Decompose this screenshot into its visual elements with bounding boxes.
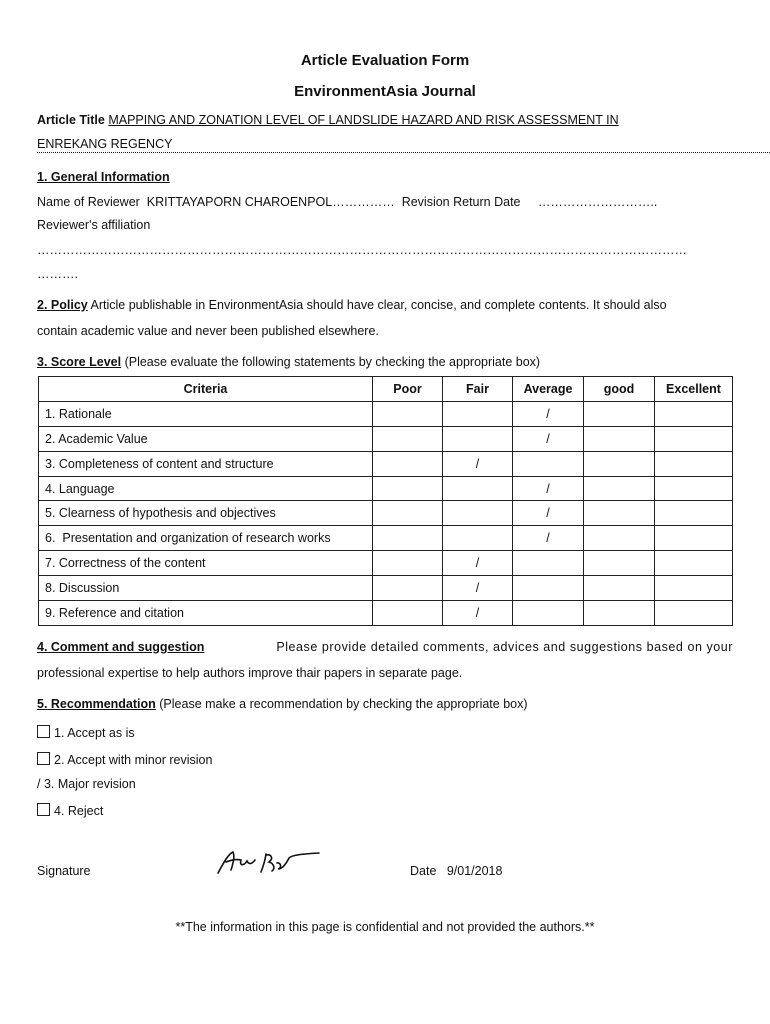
article-title-line2: ENREKANG REGENCY xyxy=(37,137,173,151)
table-row xyxy=(39,451,733,476)
table-row xyxy=(39,551,733,576)
score-cell-good[interactable] xyxy=(584,576,655,601)
score-cell-average[interactable]: / xyxy=(513,401,584,426)
policy-line2: contain academic value and never been published elsewhere. xyxy=(37,324,379,338)
score-cell-excellent[interactable] xyxy=(655,426,733,451)
journal-name: EnvironmentAsia Journal xyxy=(294,83,476,100)
checkbox-icon[interactable] xyxy=(37,752,50,765)
reviewer-name: KRITTAYAPORN CHAROENPOL…………… xyxy=(146,195,395,209)
score-cell-good[interactable] xyxy=(584,476,655,501)
score-cell-fair[interactable] xyxy=(443,426,513,451)
score-cell-excellent[interactable] xyxy=(655,401,733,426)
table-row xyxy=(39,476,733,501)
policy-heading: 2. Policy xyxy=(37,298,88,312)
criteria-cell: 4. Language xyxy=(39,476,373,501)
score-cell-excellent[interactable] xyxy=(655,501,733,526)
option-check-mark[interactable]: / xyxy=(37,777,41,791)
affiliation-label: Reviewer's affiliation xyxy=(37,218,151,232)
score-cell-poor[interactable] xyxy=(373,576,443,601)
score-cell-excellent[interactable] xyxy=(655,601,733,626)
column-poor: Poor xyxy=(373,377,443,402)
score-cell-average[interactable]: / xyxy=(513,476,584,501)
checkbox-icon[interactable] xyxy=(37,725,50,738)
score-cell-good[interactable] xyxy=(584,451,655,476)
score-cell-excellent[interactable] xyxy=(655,526,733,551)
score-cell-good[interactable] xyxy=(584,551,655,576)
date-row xyxy=(410,864,502,878)
comment-text: Please provide detailed comments, advices and suggestions based on your xyxy=(276,640,733,654)
option-label: 1. Accept as is xyxy=(54,726,135,740)
criteria-cell: 3. Completeness of content and structure xyxy=(39,451,373,476)
column-criteria: Criteria xyxy=(39,377,373,402)
score-cell-excellent[interactable] xyxy=(655,551,733,576)
criteria-cell: 6. Presentation and organization of research works xyxy=(39,526,373,551)
score-instruction: (Please evaluate the following statements by checking the appropriate box) xyxy=(124,355,541,369)
score-cell-average[interactable] xyxy=(513,601,584,626)
recommendation-heading-row xyxy=(37,697,528,711)
column-fair: Fair xyxy=(443,377,513,402)
table-row xyxy=(39,401,733,426)
revision-date-label: Revision Return Date xyxy=(401,195,521,209)
option-reject[interactable] xyxy=(37,803,103,818)
column-average: Average xyxy=(513,377,584,402)
article-title-line1: MAPPING AND ZONATION LEVEL OF LANDSLIDE HAZARD AND RISK ASSESSMENT IN xyxy=(108,113,619,127)
score-heading: 3. Score Level xyxy=(37,355,122,369)
article-title-label: Article Title xyxy=(37,113,105,127)
comment-heading: 4. Comment and suggestion xyxy=(37,640,205,654)
recommendation-heading: 5. Recommendation xyxy=(37,697,156,711)
policy-text: Article publishable in EnvironmentAsia should have clear, concise, and complete contents. It should also xyxy=(90,298,667,312)
checkbox-icon[interactable] xyxy=(37,803,50,816)
revision-date-value: ……………………….. xyxy=(537,195,658,209)
score-cell-average[interactable]: / xyxy=(513,426,584,451)
affiliation-dots: ………………………………………………………………………………………………………………………………………… xyxy=(37,243,687,257)
score-cell-poor[interactable] xyxy=(373,551,443,576)
option-label: 2. Accept with minor revision xyxy=(54,753,213,767)
score-cell-good[interactable] xyxy=(584,401,655,426)
score-cell-fair[interactable] xyxy=(443,526,513,551)
score-table xyxy=(38,376,733,626)
score-cell-poor[interactable] xyxy=(373,426,443,451)
reviewer-label: Name of Reviewer xyxy=(37,195,140,209)
score-cell-fair[interactable]: / xyxy=(443,551,513,576)
comment-line1 xyxy=(37,640,733,654)
article-title-row xyxy=(37,113,619,127)
score-cell-poor[interactable] xyxy=(373,601,443,626)
date-label: Date xyxy=(410,864,437,878)
score-cell-good[interactable] xyxy=(584,601,655,626)
score-cell-poor[interactable] xyxy=(373,501,443,526)
criteria-cell: 1. Rationale xyxy=(39,401,373,426)
criteria-cell: 2. Academic Value xyxy=(39,426,373,451)
article-title-line2-row xyxy=(37,137,770,153)
score-cell-poor[interactable] xyxy=(373,526,443,551)
confidential-note: **The information in this page is confidential and not provided the authors.** xyxy=(175,920,595,934)
table-row xyxy=(39,426,733,451)
score-cell-good[interactable] xyxy=(584,526,655,551)
signature-label: Signature xyxy=(37,864,91,878)
form-title: Article Evaluation Form xyxy=(300,52,470,69)
score-cell-average[interactable] xyxy=(513,551,584,576)
recommendation-instruction: (Please make a recommendation by checking the appropriate box) xyxy=(159,697,528,711)
option-label: 4. Reject xyxy=(54,804,104,818)
column-good: good xyxy=(584,377,655,402)
score-cell-average[interactable] xyxy=(513,451,584,476)
score-cell-average[interactable] xyxy=(513,576,584,601)
score-cell-excellent[interactable] xyxy=(655,451,733,476)
option-accept-as-is[interactable] xyxy=(37,725,135,740)
score-cell-average[interactable]: / xyxy=(513,501,584,526)
option-minor-revision[interactable] xyxy=(37,752,212,767)
score-cell-poor[interactable] xyxy=(373,401,443,426)
criteria-cell: 7. Correctness of the content xyxy=(39,551,373,576)
score-cell-fair[interactable] xyxy=(443,476,513,501)
criteria-cell: 9. Reference and citation xyxy=(39,601,373,626)
score-heading-row xyxy=(37,355,540,369)
score-cell-fair[interactable]: / xyxy=(443,601,513,626)
score-cell-excellent[interactable] xyxy=(655,476,733,501)
score-cell-good[interactable] xyxy=(584,501,655,526)
table-row xyxy=(39,601,733,626)
score-cell-excellent[interactable] xyxy=(655,576,733,601)
score-cell-average[interactable]: / xyxy=(513,526,584,551)
score-cell-poor[interactable] xyxy=(373,451,443,476)
score-cell-fair[interactable]: / xyxy=(443,451,513,476)
criteria-cell: 8. Discussion xyxy=(39,576,373,601)
score-cell-poor[interactable] xyxy=(373,476,443,501)
table-row xyxy=(39,576,733,601)
score-cell-fair[interactable]: / xyxy=(443,576,513,601)
criteria-cell: 5. Clearness of hypothesis and objectives xyxy=(39,501,373,526)
policy-line1 xyxy=(37,298,667,312)
date-value: 9/01/2018 xyxy=(446,864,503,878)
option-major-revision[interactable] xyxy=(37,777,136,791)
column-excellent: Excellent xyxy=(655,377,733,402)
general-info-heading: 1. General Information xyxy=(37,170,170,184)
score-cell-good[interactable] xyxy=(584,426,655,451)
table-row xyxy=(39,501,733,526)
comment-line2: professional expertise to help authors improve thair papers in separate page. xyxy=(37,666,463,680)
option-label: 3. Major revision xyxy=(43,777,136,791)
score-cell-fair[interactable] xyxy=(443,401,513,426)
handwritten-signature xyxy=(214,846,324,878)
reviewer-name-row xyxy=(37,195,657,209)
score-table-header xyxy=(39,377,733,402)
affiliation-dots-2: ………. xyxy=(37,267,78,281)
score-cell-fair[interactable] xyxy=(443,501,513,526)
table-row xyxy=(39,526,733,551)
